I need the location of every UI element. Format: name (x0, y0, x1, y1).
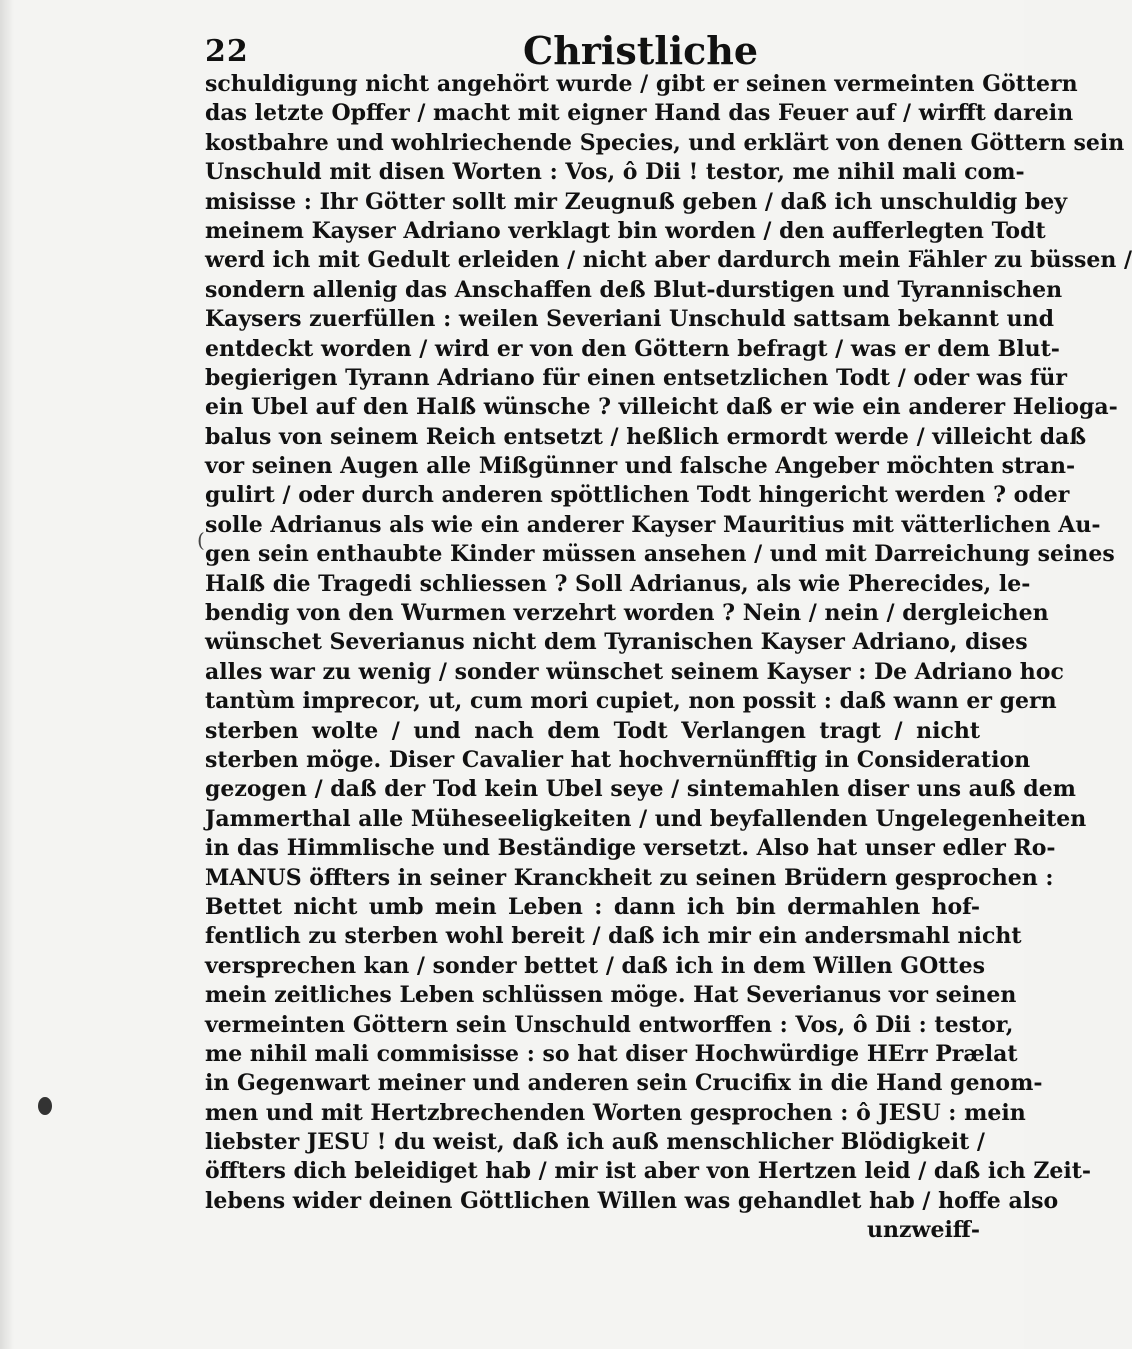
text-line: me nihil mali commisisse : so hat diser Hochwürdige HErr Prælat (205, 1040, 1018, 1067)
text-line: vermeinten Göttern sein Unschuld entworffen : Vos, ô Dii : testor, (205, 1011, 1014, 1038)
text-line: gen sein enthaubte Kinder müssen ansehen / und mit Darreichung seines (205, 541, 1115, 568)
text-line: begierigen Tyrann Adriano für einen entsetzlichen Todt / oder was für (205, 364, 1067, 391)
page-header (205, 24, 980, 76)
ink-blot (38, 1097, 52, 1115)
text-line: meinem Kayser Adriano verklagt bin worden / den aufferlegten Todt (205, 217, 1046, 244)
text-line: fentlich zu sterben wohl bereit / daß ich mir ein andersmahl nicht (205, 923, 1022, 950)
page-number: 22 (205, 34, 249, 69)
text-line: bendig von den Wurmen verzehrt worden ? Nein / nein / dergleichen (205, 600, 1049, 627)
text-line: sterben möge. Diser Cavalier hat hochvernünfftig in Consideration (205, 746, 1031, 773)
text-line: balus von seinem Reich entsetzt / heßlich ermordt werde / villeicht daß (205, 423, 1087, 450)
text-line: men und mit Hertzbrechenden Worten gesprochen : ô JESU : mein (205, 1099, 1026, 1126)
text-line: sondern allenig das Anschaffen deß Blut-durstigen und Tyrannischen (205, 276, 1063, 303)
text-line: alles war zu wenig / sonder wünschet seinem Kayser : De Adriano hoc (205, 658, 1064, 685)
text-line: vor seinen Augen alle Mißgünner und falsche Angeber möchten stran- (205, 453, 1076, 480)
text-line: in das Himmlische und Beständige versetzt. Also hat unser edler Ro- (205, 835, 1056, 862)
text-line: liebster JESU ! du weist, daß ich auß menschlicher Blödigkeit / (205, 1129, 985, 1156)
text-line: solle Adrianus als wie ein anderer Kayser Mauritius mit vätterlichen Au- (205, 511, 1101, 538)
text-line: MANUS öffters in seiner Kranckheit zu seinen Brüdern gesprochen : (205, 864, 1054, 891)
text-line: lebens wider deinen Göttlichen Willen was gehandlet hab / hoffe also (205, 1187, 1059, 1214)
text-line: Bettet nicht umb mein Leben : dann ich bin dermahlen hof- (205, 893, 980, 920)
running-title: Christliche (523, 28, 759, 73)
body-text (205, 70, 1132, 1246)
text-line: entdeckt worden / wird er von den Göttern befragt / was er dem Blut- (205, 335, 1060, 362)
text-line: Jammerthal alle Müheseeligkeiten / und beyfallenden Ungelegenheiten (205, 805, 1087, 832)
text-line: Unschuld mit disen Worten : Vos, ô Dii ! testor, me nihil mali com- (205, 159, 1025, 186)
text-line: unzweiff- (867, 1217, 980, 1244)
text-line: werd ich mit Gedult erleiden / nicht aber dardurch mein Fähler zu büssen / (205, 247, 1132, 274)
text-line: gulirt / oder durch anderen spöttlichen Todt hingericht werden ? oder (205, 482, 1070, 509)
text-line: öffters dich beleidiget hab / mir ist aber von Hertzen leid / daß ich Zeit- (205, 1158, 1092, 1185)
text-line: das letzte Opffer / macht mit eigner Hand das Feuer auf / wirfft darein (205, 100, 1074, 127)
text-line: mein zeitliches Leben schlüssen möge. Hat Severianus vor seinen (205, 982, 1017, 1009)
text-line: schuldigung nicht angehört wurde / gibt er seinen vermeinten Göttern (205, 71, 1078, 97)
text-line: sterben wolte / und nach dem Todt Verlangen tragt / nicht (205, 717, 980, 744)
text-line: tantùm imprecor, ut, cum mori cupiet, non possit : daß wann er gern (205, 688, 1057, 715)
text-line: Kaysers zuerfüllen : weilen Severiani Unschuld sattsam bekannt und (205, 306, 1054, 333)
text-line: ein Ubel auf den Halß wünsche ? villeicht daß er wie ein anderer Helioga- (205, 394, 1118, 421)
text-line: versprechen kan / sonder bettet / daß ich in dem Willen GOttes (205, 952, 985, 979)
text-line: kostbahre und wohlriechende Species, und erklärt von denen Göttern sein (205, 129, 1125, 156)
text-line: in Gegenwart meiner und anderen sein Crucifix in die Hand genom- (205, 1070, 1043, 1097)
text-line: gezogen / daß der Tod kein Ubel seye / sintemahlen diser uns auß dem (205, 776, 1076, 803)
text-line: misisse : Ihr Götter sollt mir Zeugnuß geben / daß ich unschuldig bey (205, 188, 1068, 215)
text-line: Halß die Tragedi schliessen ? Soll Adrianus, als wie Pherecides, le- (205, 570, 1031, 597)
text-line: wünschet Severianus nicht dem Tyranischen Kayser Adriano, dises (205, 629, 1028, 656)
gutter-mark: ( (197, 528, 205, 552)
